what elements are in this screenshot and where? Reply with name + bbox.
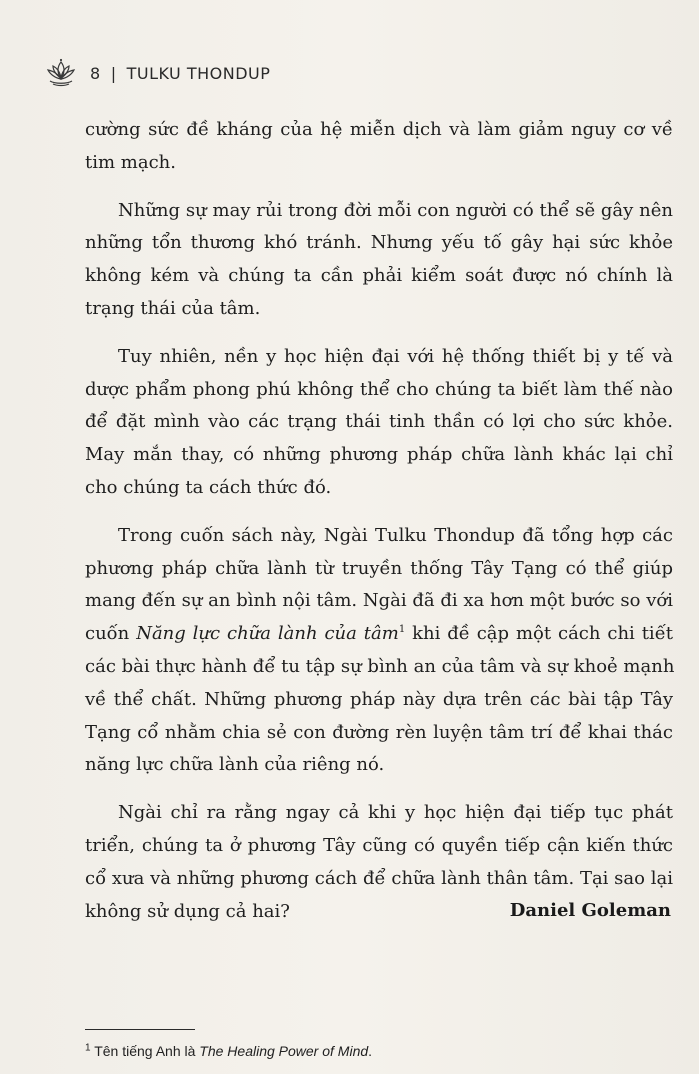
- text-line: không sử dụng cả hai?: [85, 900, 290, 922]
- text-line-citation: [85, 618, 673, 651]
- text-line: cường sức đề kháng của hệ miễn dịch và làm giảm nguy cơ về: [85, 119, 673, 140]
- running-header: [44, 56, 270, 90]
- text-line: cho chúng ta cách thức đó.: [85, 476, 332, 498]
- citation-suffix: khi đề cập một cách chi tiết: [405, 623, 674, 645]
- text-line: cổ xưa và những phương cách để chữa lành thân tâm. Tại sao lại: [85, 867, 673, 889]
- lotus-icon: [44, 58, 78, 88]
- text-line: Ngài chỉ ra rằng ngay cả khi y học hiện đại tiếp tục phát: [118, 802, 673, 824]
- footnote-rule: [85, 1029, 195, 1030]
- text-line: những tổn thương khó tránh. Nhưng yếu tố gây hại sức khỏe: [85, 232, 673, 254]
- footnote-marker[interactable]: 1: [398, 624, 406, 636]
- paragraph: [85, 341, 673, 505]
- text-line: May mắn thay, có những phương pháp chữa lành khác lại chỉ: [85, 444, 673, 466]
- text-line: dược phẩm phong phú không thể cho chúng ta biết làm thế nào: [85, 378, 673, 400]
- body-text: [85, 114, 673, 928]
- header-author: TULKU THONDUP: [126, 63, 271, 83]
- text-line: Trong cuốn sách này, Ngài Tulku Thondup đã tổng hợp các: [118, 524, 673, 546]
- text-line: mang đến sự an bình nội tâm. Ngài đã đi xa hơn một bước so với: [85, 590, 673, 612]
- book-title: Năng lực chữa lành của tâm: [136, 623, 399, 645]
- footnote: [85, 1043, 372, 1059]
- text-line: tim mạch.: [85, 151, 176, 173]
- text-line: trạng thái của tâm.: [85, 297, 261, 319]
- paragraph: [85, 195, 673, 326]
- paragraph: [85, 114, 673, 180]
- text-line: triển, chúng ta ở phương Tây cũng có quyền tiếp cận kiến thức: [85, 834, 673, 856]
- footnote-title: The Healing Power of Mind: [199, 1043, 369, 1059]
- text-line: về thể chất. Những phương pháp này dựa trên các bài tập Tây: [85, 688, 673, 710]
- text-line: Những sự may rủi trong đời mỗi con người có thể sẽ gây nên: [118, 199, 673, 221]
- text-line: phương pháp chữa lành từ truyền thống Tây Tạng có thể giúp: [85, 557, 673, 579]
- text-line: không kém và chúng ta cần phải kiểm soát được nó chính là: [85, 265, 673, 287]
- text-line: để đặt mình vào các trạng thái tinh thần có lợi cho sức khỏe.: [85, 411, 673, 433]
- footnote-prefix: Tên tiếng Anh là: [90, 1043, 200, 1059]
- header-separator: |: [110, 63, 117, 83]
- text-line: năng lực chữa lành của riêng nó.: [85, 754, 385, 776]
- footnote-suffix: .: [368, 1043, 373, 1059]
- footnote-number: 1: [85, 1042, 91, 1054]
- text-line: Tuy nhiên, nền y học hiện đại với hệ thống thiết bị y tế và: [118, 345, 673, 367]
- text-line: các bài thực hành để tu tập sự bình an của tâm và sự khoẻ mạnh: [85, 655, 675, 677]
- page-number: 8: [90, 63, 101, 83]
- author-signature: Daniel Goleman: [509, 900, 671, 921]
- paragraph: [85, 520, 673, 782]
- text-line: Tạng cổ nhằm chia sẻ con đường rèn luyện tâm trí để khai thác: [85, 721, 673, 743]
- citation-prefix: cuốn: [85, 623, 137, 645]
